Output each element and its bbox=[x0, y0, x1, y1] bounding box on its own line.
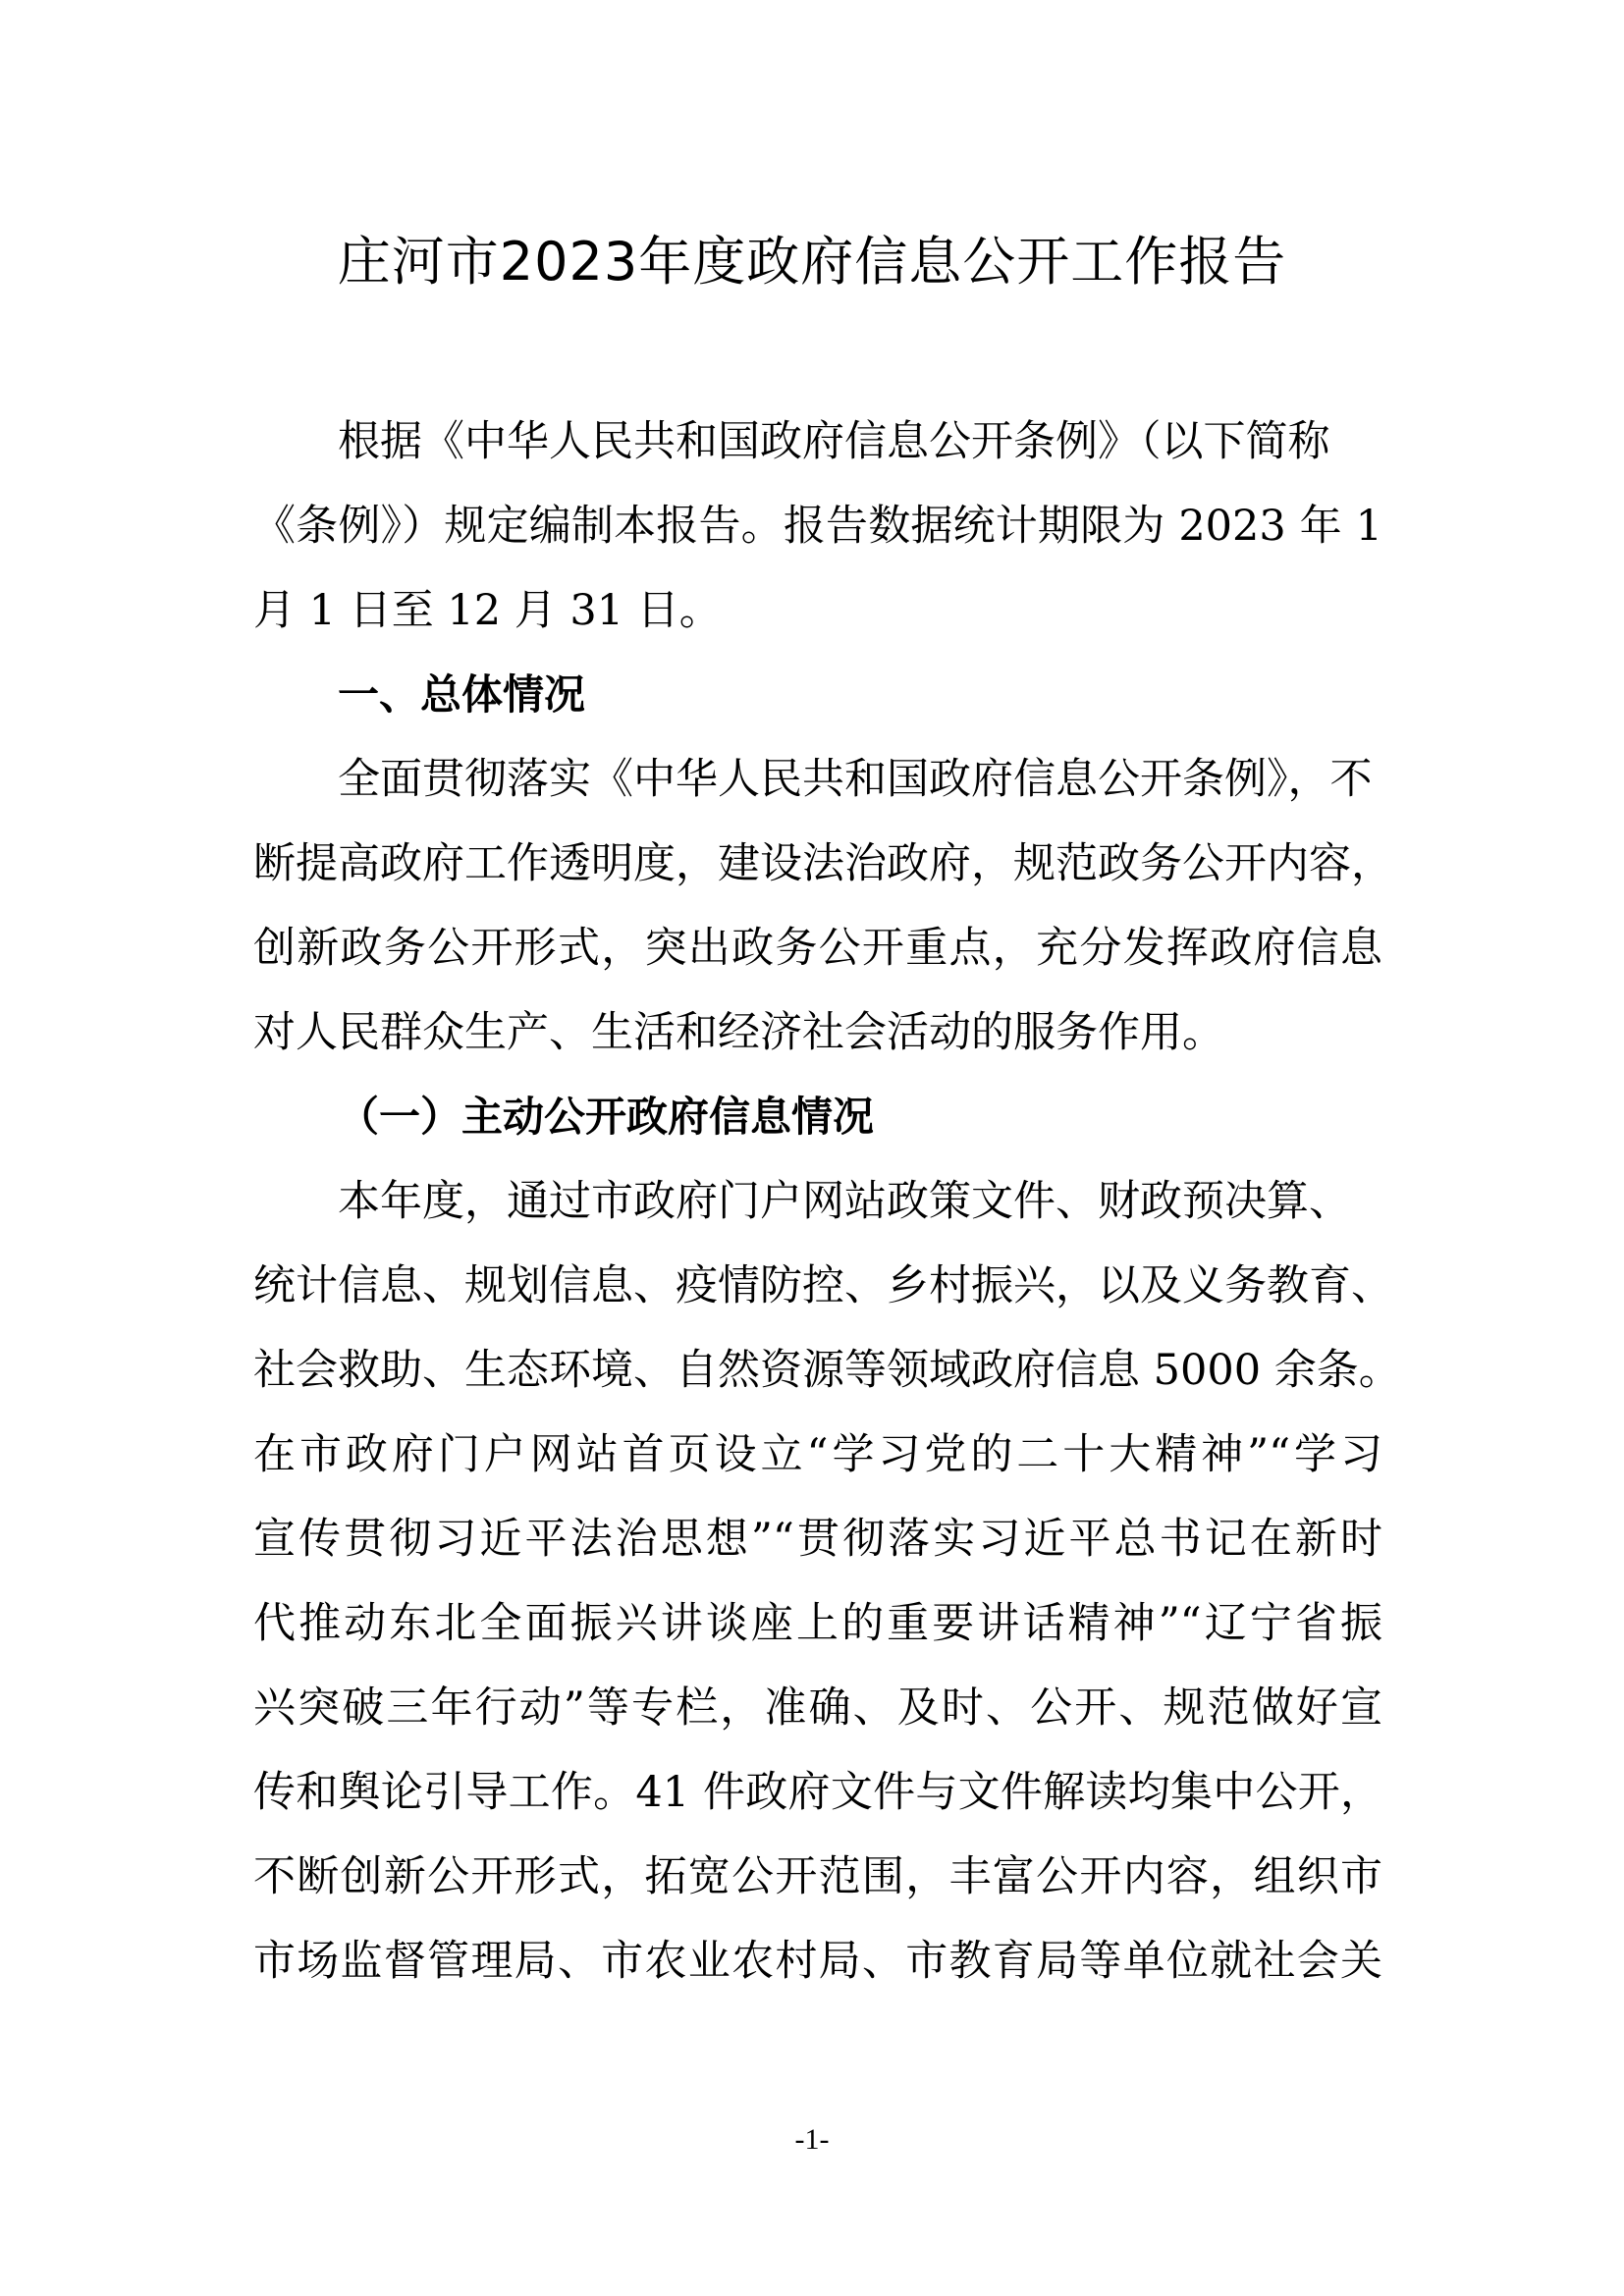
page-number: -1- bbox=[794, 2123, 830, 2156]
subsection1-line-5: 宣传贯彻习近平法治思想”“贯彻落实习近平总书记在新时 bbox=[253, 1515, 1382, 1564]
subsection1-line-6: 代推动东北全面振兴讲谈座上的重要讲话精神”“辽宁省振 bbox=[253, 1599, 1382, 1648]
intro-line-3: 月 1 日至 12 月 31 日。 bbox=[253, 586, 722, 635]
intro-line-2: 《条例》）规定编制本报告。报告数据统计期限为 2023 年 1 bbox=[253, 502, 1382, 551]
section1-line-4: 对人民群众生产、生活和经济社会活动的服务作用。 bbox=[253, 1008, 1224, 1057]
subsection1-line-7: 兴突破三年行动”等专栏，准确、及时、公开、规范做好宣 bbox=[253, 1683, 1382, 1733]
subsection1-line-10: 市场监督管理局、市农业农村局、市教育局等单位就社会关 bbox=[253, 1937, 1382, 1986]
intro-line-1: 根据《中华人民共和国政府信息公开条例》（以下简称 bbox=[338, 417, 1330, 466]
section1-line-3: 创新政务公开形式，突出政务公开重点，充分发挥政府信息 bbox=[253, 924, 1382, 973]
section-heading-overall: 一、总体情况 bbox=[338, 670, 586, 719]
subsection1-line-9: 不断创新公开形式，拓宽公开范围，丰富公开内容，组织市 bbox=[253, 1852, 1382, 1901]
document-title: 庄河市2023年度政府信息公开工作报告 bbox=[337, 231, 1287, 293]
subsection1-line-2: 统计信息、规划信息、疫情防控、乡村振兴，以及义务教育、 bbox=[253, 1261, 1393, 1310]
subsection-heading-proactive-disclosure: （一）主动公开政府信息情况 bbox=[338, 1093, 875, 1141]
subsection1-line-8: 传和舆论引导工作。41 件政府文件与文件解读均集中公开， bbox=[253, 1768, 1382, 1817]
section1-line-1: 全面贯彻落实《中华人民共和国政府信息公开条例》，不 bbox=[338, 755, 1373, 804]
subsection1-line-3: 社会救助、生态环境、自然资源等领域政府信息 5000 余条。 bbox=[253, 1346, 1401, 1395]
section1-line-2: 断提高政府工作透明度，建设法治政府，规范政务公开内容， bbox=[253, 839, 1393, 888]
subsection1-line-4: 在市政府门户网站首页设立“学习党的二十大精神”“学习 bbox=[253, 1430, 1382, 1479]
subsection1-line-1: 本年度，通过市政府门户网站政策文件、财政预决算、 bbox=[338, 1177, 1351, 1226]
